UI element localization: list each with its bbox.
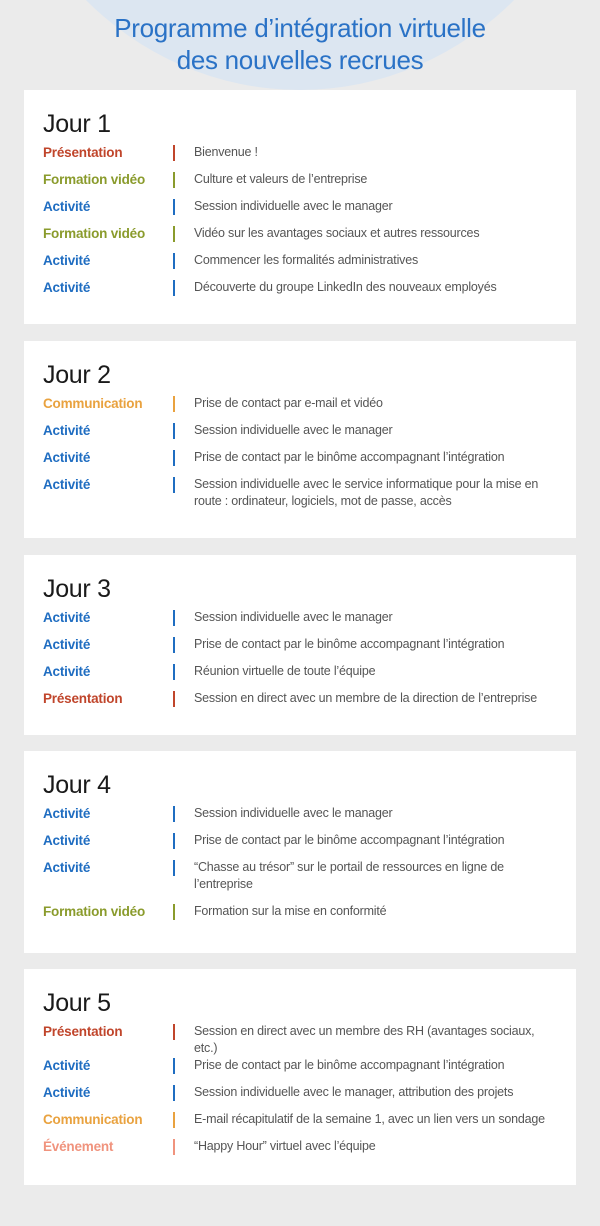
item-divider (173, 172, 175, 188)
item-description: Bienvenue ! (194, 145, 258, 159)
day-card (24, 969, 576, 1185)
schedule-item (43, 279, 576, 306)
item-description: “Happy Hour” virtuel avec l’équipe (194, 1139, 376, 1153)
item-divider (173, 226, 175, 242)
day-title: Jour 1 (43, 110, 111, 138)
item-type: Communication (43, 1112, 143, 1127)
schedule-item (43, 805, 576, 832)
item-description: Découverte du groupe LinkedIn des nouveaux employés (194, 280, 497, 294)
item-type: Activité (43, 199, 91, 214)
item-divider (173, 1139, 175, 1155)
schedule-item (43, 903, 576, 930)
item-description: Vidéo sur les avantages sociaux et autres ressources (194, 226, 480, 240)
item-divider (173, 423, 175, 439)
item-divider (173, 199, 175, 215)
item-divider (173, 1058, 175, 1074)
item-type: Présentation (43, 145, 123, 160)
schedule-item (43, 198, 576, 225)
item-type: Activité (43, 860, 91, 875)
item-description: Culture et valeurs de l’entreprise (194, 172, 368, 186)
item-description: Session individuelle avec le manager (194, 199, 393, 213)
item-divider (173, 145, 175, 161)
item-type: Activité (43, 1058, 91, 1073)
item-type: Activité (43, 423, 91, 438)
item-divider (173, 637, 175, 653)
item-description: Session individuelle avec le service informatique pour la mise en route : ordinateur, logiciels, mot de passe, accès (194, 477, 539, 508)
item-description: Session individuelle avec le manager (194, 806, 393, 820)
item-type: Activité (43, 1085, 91, 1100)
item-divider (173, 904, 175, 920)
item-description: Prise de contact par le binôme accompagnant l’intégration (194, 833, 505, 847)
item-description: Session individuelle avec le manager, attribution des projets (194, 1085, 514, 1099)
day-title: Jour 3 (43, 575, 111, 603)
day-title: Jour 4 (43, 771, 111, 799)
item-type: Activité (43, 477, 91, 492)
item-description: E-mail récapitulatif de la semaine 1, avec un lien vers un sondage (194, 1112, 545, 1126)
schedule-item (43, 1138, 576, 1165)
schedule-item (43, 225, 576, 252)
day-title: Jour 5 (43, 989, 111, 1017)
item-divider (173, 1085, 175, 1101)
item-type: Activité (43, 833, 91, 848)
day-card (24, 341, 576, 538)
item-divider (173, 691, 175, 707)
item-divider (173, 280, 175, 296)
schedule-item (43, 1084, 576, 1111)
item-divider (173, 253, 175, 269)
item-description: Session en direct avec un membre des RH (avantages sociaux, etc.) (194, 1024, 535, 1055)
item-divider (173, 477, 175, 493)
schedule-item (43, 476, 576, 520)
item-type: Présentation (43, 691, 123, 706)
item-divider (173, 664, 175, 680)
item-divider (173, 396, 175, 412)
item-divider (173, 833, 175, 849)
schedule-item (43, 171, 576, 198)
item-description: “Chasse au trésor” sur le portail de ressources en ligne de l’entreprise (194, 860, 504, 891)
page-title (0, 12, 600, 76)
day-card (24, 555, 576, 735)
item-type: Activité (43, 280, 91, 295)
item-type: Activité (43, 610, 91, 625)
item-description: Session individuelle avec le manager (194, 423, 393, 437)
schedule-item (43, 252, 576, 279)
item-divider (173, 450, 175, 466)
schedule-item (43, 609, 576, 636)
item-type: Événement (43, 1139, 114, 1154)
schedule-item (43, 449, 576, 476)
item-type: Présentation (43, 1024, 123, 1039)
schedule-item (43, 144, 576, 171)
item-divider (173, 806, 175, 822)
item-type: Activité (43, 806, 91, 821)
item-description: Session individuelle avec le manager (194, 610, 393, 624)
item-type: Activité (43, 664, 91, 679)
item-description: Réunion virtuelle de toute l’équipe (194, 664, 376, 678)
item-type: Activité (43, 637, 91, 652)
item-type: Activité (43, 253, 91, 268)
item-type: Activité (43, 450, 91, 465)
schedule-item (43, 690, 576, 717)
item-type: Formation vidéo (43, 904, 146, 919)
day-card (24, 751, 576, 953)
day-card (24, 90, 576, 324)
schedule-item (43, 395, 576, 422)
schedule-item (43, 1111, 576, 1138)
schedule-item (43, 1057, 576, 1084)
schedule-item (43, 663, 576, 690)
item-type: Formation vidéo (43, 172, 146, 187)
title-line-2: des nouvelles recrues (176, 45, 424, 75)
item-divider (173, 1112, 175, 1128)
item-description: Commencer les formalités administratives (194, 253, 419, 267)
schedule-item (43, 1023, 576, 1057)
item-description: Prise de contact par le binôme accompagnant l’intégration (194, 1058, 505, 1072)
item-divider (173, 860, 175, 876)
schedule-item (43, 422, 576, 449)
title-line-1: Programme d’intégration virtuelle (114, 13, 486, 43)
item-description: Prise de contact par le binôme accompagnant l’intégration (194, 450, 505, 464)
item-divider (173, 610, 175, 626)
schedule-item (43, 832, 576, 859)
item-divider (173, 1024, 175, 1040)
item-description: Prise de contact par e-mail et vidéo (194, 396, 383, 410)
schedule-item (43, 636, 576, 663)
item-type: Formation vidéo (43, 226, 146, 241)
item-description: Formation sur la mise en conformité (194, 904, 387, 918)
schedule-item (43, 859, 576, 903)
item-description: Prise de contact par le binôme accompagnant l’intégration (194, 637, 505, 651)
item-type: Communication (43, 396, 143, 411)
day-title: Jour 2 (43, 361, 111, 389)
item-description: Session en direct avec un membre de la direction de l’entreprise (194, 691, 537, 705)
